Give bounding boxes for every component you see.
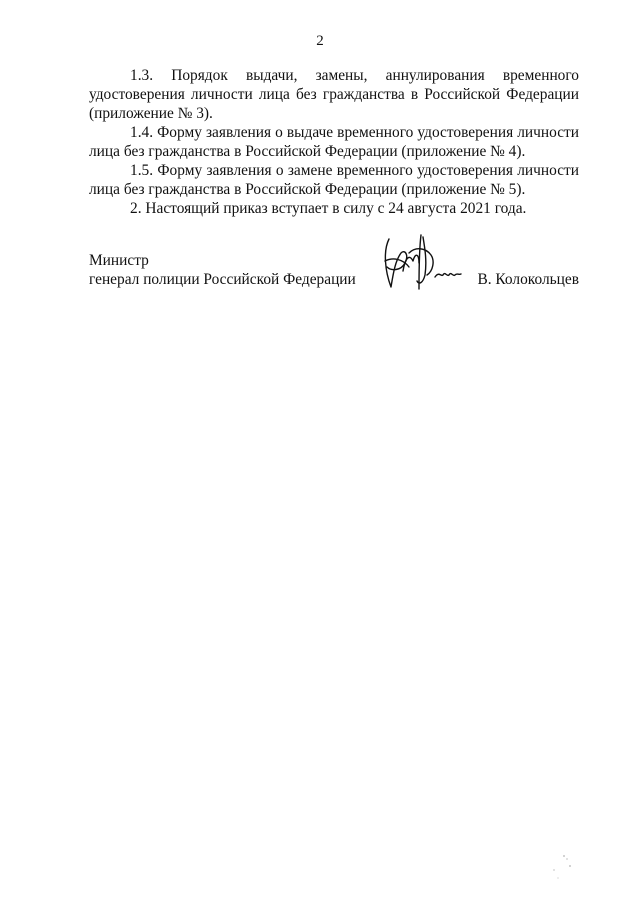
paragraph-1-3: 1.3. Порядок выдачи, замены, аннулирования временного удостоверения личности лица без гражданства в Российской Федерации (приложение № 3). <box>89 67 579 122</box>
document-body <box>89 66 579 218</box>
signatory-rank: генерал полиции Российской Федерации <box>89 271 356 288</box>
paragraph-1-4: 1.4. Форму заявления о выдаче временного удостоверения личности лица без гражданства в Российской Федерации (приложение № 4). <box>89 124 579 160</box>
signature-block <box>89 251 579 301</box>
paragraph-1-5: 1.5. Форму заявления о замене временного удостоверения личности лица без гражданства в Российской Федерации (приложение № 5). <box>89 162 579 198</box>
page-number: 2 <box>316 33 324 49</box>
paragraph-2: 2. Настоящий приказ вступает в силу с 24 августа 2021 года. <box>130 200 527 217</box>
scan-noise <box>540 850 580 890</box>
signatory-name: В. Колокольцев <box>477 271 579 288</box>
signatory-title: Министр <box>89 252 149 269</box>
handwritten-signature <box>379 231 469 293</box>
